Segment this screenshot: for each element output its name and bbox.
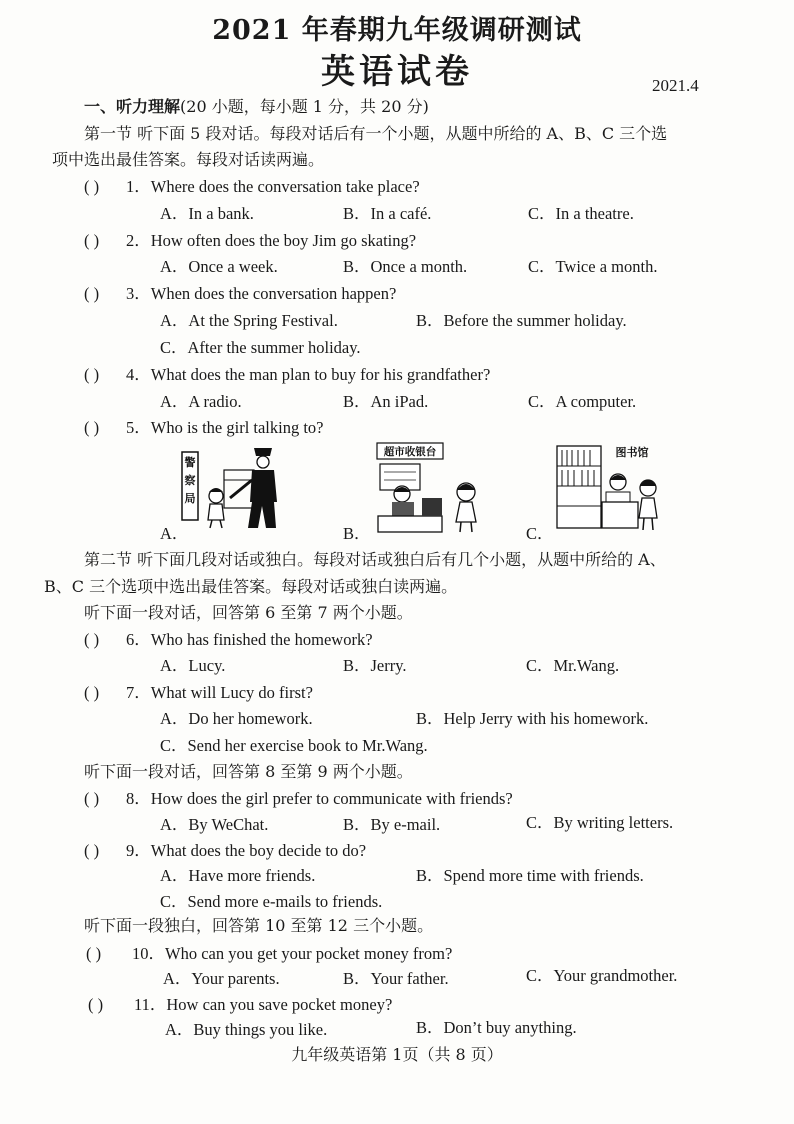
option-a: A．Buy things you like. bbox=[165, 1020, 328, 1039]
option-b: B．Help Jerry with his homework. bbox=[416, 709, 649, 728]
sign-char: 局 bbox=[184, 492, 196, 505]
option-c: C．Send her exercise book to Mr.Wang. bbox=[160, 736, 428, 755]
picture-sign: 超市收银台 bbox=[383, 446, 437, 458]
part1-heading-label: 一、听力理解 bbox=[84, 97, 181, 116]
option-c: C．A computer. bbox=[528, 392, 637, 411]
question-text: 9．What does the boy decide to do? bbox=[126, 841, 367, 860]
option-a: A．At the Spring Festival. bbox=[160, 311, 338, 330]
answer-blank[interactable]: ( ) bbox=[84, 630, 100, 649]
option-c: C．In a theatre. bbox=[528, 204, 634, 223]
question-5 bbox=[84, 414, 324, 438]
section2-instruction-line1: 第二节 听下面几段对话或独白。每段对话或独白后有几个小题，从题中所给的 A、 bbox=[84, 550, 666, 569]
question-8 bbox=[84, 785, 513, 809]
answer-blank[interactable]: ( ) bbox=[84, 683, 100, 702]
option-c: C．Mr.Wang. bbox=[526, 656, 620, 675]
section1-instruction-line2: 项中选出最佳答案。每段对话读两遍。 bbox=[52, 150, 325, 169]
answer-blank[interactable]: ( ) bbox=[84, 841, 100, 860]
option-b: B．Before the summer holiday. bbox=[416, 311, 627, 330]
question-1 bbox=[84, 173, 420, 197]
option-a: A．Have more friends. bbox=[160, 866, 316, 885]
question-11 bbox=[88, 991, 392, 1015]
option-a: A．Do her homework. bbox=[160, 709, 313, 728]
question-6 bbox=[84, 626, 373, 650]
answer-blank[interactable]: ( ) bbox=[84, 789, 100, 808]
question-2 bbox=[84, 227, 416, 251]
question-text: 7．What will Lucy do first? bbox=[126, 683, 313, 702]
picture-sign: 图书馆 bbox=[615, 446, 649, 459]
option-b: B．Jerry. bbox=[343, 656, 407, 675]
section1-instruction-line1: 第一节 听下面 5 段对话。每段对话后有一个小题，从题中所给的 A、B、C 三个选 bbox=[84, 124, 668, 143]
option-b: B．Your father. bbox=[343, 969, 449, 988]
answer-blank[interactable]: ( ) bbox=[84, 284, 100, 303]
sign-char: 警 bbox=[184, 456, 196, 469]
option-a: A．In a bank. bbox=[160, 204, 254, 223]
option-b: B．Spend more time with friends. bbox=[416, 866, 644, 885]
question-text: 11．How can you save pocket money? bbox=[134, 995, 393, 1014]
question-9 bbox=[84, 837, 366, 861]
directions-q8-q9: 听下面一段对话，回答第 8 至第 9 两个小题。 bbox=[84, 762, 413, 781]
picture-police-station bbox=[180, 440, 280, 530]
option-c: C． bbox=[526, 524, 554, 543]
option-a: A．By WeChat. bbox=[160, 815, 269, 834]
option-a: A．Once a week. bbox=[160, 257, 278, 276]
picture-library bbox=[556, 442, 664, 532]
option-b: B．Once a month. bbox=[343, 257, 468, 276]
option-a: A．Your parents. bbox=[163, 969, 280, 988]
question-text: 5．Who is the girl talking to? bbox=[126, 418, 324, 437]
part1-heading-note: (20 小题，每小题 1 分，共 20 分) bbox=[180, 97, 429, 116]
option-a: A． bbox=[160, 524, 189, 543]
question-text: 8．How does the girl prefer to communicate with friends? bbox=[126, 789, 513, 808]
question-text: 3．When does the conversation happen? bbox=[126, 284, 397, 303]
question-text: 4．What does the man plan to buy for his grandfather? bbox=[126, 365, 491, 384]
answer-blank[interactable]: ( ) bbox=[84, 231, 100, 250]
directions-q10-q12: 听下面一段独白，回答第 10 至第 12 三个小题。 bbox=[84, 916, 434, 935]
question-3 bbox=[84, 280, 396, 304]
option-c: C．Twice a month. bbox=[528, 257, 658, 276]
option-c: C．By writing letters. bbox=[526, 813, 674, 832]
option-a: A．A radio. bbox=[160, 392, 242, 411]
question-text: 1．Where does the conversation take place? bbox=[126, 177, 420, 196]
option-c: C．Your grandmother. bbox=[526, 966, 678, 985]
exam-date: 2021.4 bbox=[652, 76, 699, 95]
question-10 bbox=[86, 940, 452, 964]
question-4 bbox=[84, 361, 490, 385]
answer-blank[interactable]: ( ) bbox=[84, 365, 100, 384]
option-b: B． bbox=[343, 524, 371, 543]
answer-blank[interactable]: ( ) bbox=[84, 418, 100, 437]
option-c: C．Send more e-mails to friends. bbox=[160, 892, 383, 911]
option-a: A．Lucy. bbox=[160, 656, 226, 675]
section2-instruction-line2: B、C 三个选项中选出最佳答案。每段对话或独白读两遍。 bbox=[44, 577, 458, 596]
question-text: 6．Who has finished the homework? bbox=[126, 630, 373, 649]
part1-heading bbox=[84, 94, 429, 117]
option-c: C．After the summer holiday. bbox=[160, 338, 361, 357]
exam-subtitle: 英语试卷 bbox=[321, 52, 473, 92]
page-footer: 九年级英语第 1页（共 8 页） bbox=[291, 1045, 503, 1064]
answer-blank[interactable]: ( ) bbox=[88, 995, 104, 1014]
sign-char: 察 bbox=[184, 474, 196, 487]
question-7 bbox=[84, 679, 313, 703]
directions-q6-q7: 听下面一段对话，回答第 6 至第 7 两个小题。 bbox=[84, 603, 413, 622]
answer-blank[interactable]: ( ) bbox=[84, 177, 100, 196]
option-b: B．An iPad. bbox=[343, 392, 429, 411]
option-b: B．Don’t buy anything. bbox=[416, 1018, 577, 1037]
answer-blank[interactable]: ( ) bbox=[86, 944, 102, 963]
question-text: 10．Who can you get your pocket money from? bbox=[132, 944, 453, 963]
exam-title: 2021 年春期九年级调研测试 bbox=[212, 15, 582, 46]
picture-supermarket-checkout bbox=[376, 442, 486, 534]
question-text: 2．How often does the boy Jim go skating? bbox=[126, 231, 417, 250]
option-b: B．In a café. bbox=[343, 204, 432, 223]
option-b: B．By e-mail. bbox=[343, 815, 441, 834]
